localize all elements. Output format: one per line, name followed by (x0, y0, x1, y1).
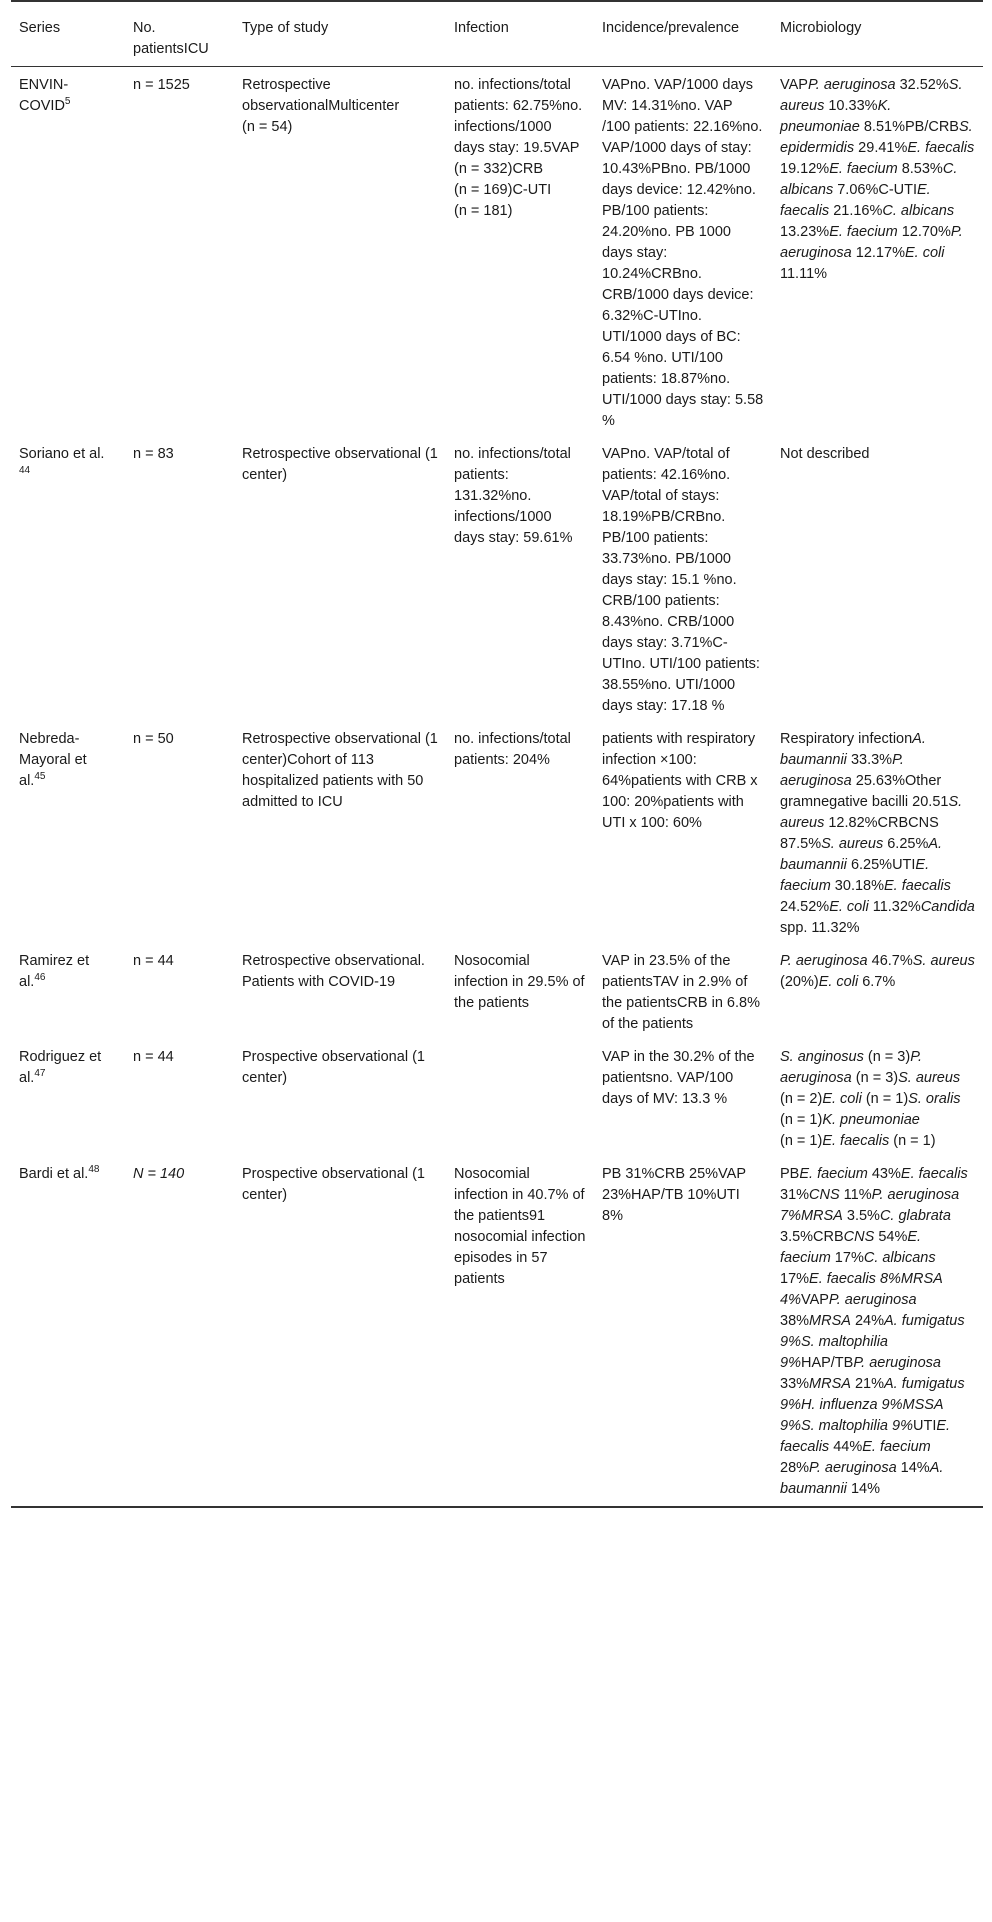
micro-text: 11% (839, 1187, 872, 1203)
organism-name: C. albicans (863, 1250, 936, 1266)
series-reference: 48 (88, 1164, 100, 1176)
micro-text: (n = 3) (851, 1070, 899, 1086)
organism-name: C. glabrata (879, 1208, 951, 1224)
cell-patients: N = 140 (133, 1166, 185, 1182)
organism-name: E. faecium (780, 857, 930, 894)
table-row (11, 945, 983, 1041)
cell-series (11, 67, 125, 439)
cell-incidence: PB 31%CRB 25%VAP 23%HAP/TB 10%UTI 8% (602, 1166, 746, 1224)
organism-name: A. fumigatus 9%S. maltophilia 9% (780, 1313, 965, 1371)
table-row (11, 1158, 983, 1507)
organism-name: E. faecium (780, 1229, 922, 1266)
micro-text: 33.3% (846, 752, 893, 768)
cell-infection (446, 1041, 594, 1158)
organism-name: K. pneumoniae (780, 98, 892, 135)
organism-name: E. coli (829, 899, 869, 915)
organism-name: P. aeruginosa (780, 1049, 923, 1086)
micro-text: VAP (800, 1292, 829, 1308)
studies-table-container (11, 0, 983, 1508)
series-name: Bardi et al. (19, 1166, 89, 1182)
table-row (11, 1041, 983, 1158)
cell-series (11, 945, 125, 1041)
micro-text: 44% (829, 1439, 863, 1455)
organism-name: S. oralis (908, 1091, 961, 1107)
cell-incidence: VAP in 23.5% of the patientsTAV in 2.9% of the patientsCRB in 6.8% of the patients (602, 953, 760, 1032)
organism-name: S. aureus (780, 77, 963, 114)
table-row (11, 67, 983, 439)
header-patients: No. patientsICU (133, 20, 209, 57)
micro-text: PB (780, 1166, 800, 1182)
organism-name: K. pneumoniae (822, 1112, 920, 1128)
header-infection: Infection (454, 20, 509, 36)
micro-text: HAP/TB (800, 1355, 854, 1371)
cell-study-type: Retrospective observational (1 center) (242, 446, 438, 483)
table-body (11, 67, 983, 1508)
organism-name: Candida (920, 899, 975, 915)
organism-name: E. faecalis (900, 1166, 968, 1182)
micro-text: 8.53% (897, 161, 943, 177)
organism-name: P. aeruginosa (807, 77, 896, 93)
cell-study-type: Retrospective observational (1 center)Cohort of 113 hospitalized patients with 50 admitted to ICU (242, 731, 438, 810)
micro-text: 12.70% (897, 224, 951, 240)
cell-infection: no. infections/total patients: 204% (454, 731, 571, 768)
micro-text: 6.25% (883, 836, 929, 852)
micro-text: 54% (874, 1229, 908, 1245)
cell-patients: n = 44 (133, 1049, 174, 1065)
organism-name: A. baumannii (780, 836, 943, 873)
micro-text: 11.32% (868, 899, 921, 915)
header-microbiology: Microbiology (780, 20, 862, 36)
micro-text: 24% (850, 1313, 884, 1329)
series-reference: 5 (64, 96, 71, 108)
cell-patients: n = 83 (133, 446, 174, 462)
cell-incidence: VAP in the 30.2% of the patientsno. VAP/100 days of MV: 13.3 % (602, 1049, 755, 1107)
cell-study-type: Retrospective observational. Patients with COVID-19 (242, 953, 425, 990)
micro-text: 33% (780, 1376, 810, 1392)
organism-name: E. coli (818, 974, 859, 990)
cell-study-type: Prospective observational (1 center) (242, 1166, 425, 1203)
micro-text: Not described (780, 446, 870, 462)
organism-name: P. aeruginosa (809, 1460, 897, 1476)
table-row (11, 723, 983, 945)
organism-name: P. aeruginosa 7%MRSA (780, 1187, 960, 1224)
organism-name: P. aeruginosa (780, 224, 963, 261)
organism-name: S. aureus (821, 836, 884, 852)
series-reference: 46 (34, 972, 46, 984)
micro-text: 7.06%C-UTI (833, 182, 918, 198)
organism-name: S. aureus (912, 953, 975, 969)
micro-text: 17% (830, 1250, 864, 1266)
organism-name: C. albicans (882, 203, 955, 219)
micro-text: 14% (846, 1481, 880, 1497)
micro-text: spp. 11.32% (780, 920, 860, 936)
organism-name: A. fumigatus 9%H. influenza 9%MSSA 9%S. maltophilia 9% (780, 1376, 965, 1434)
cell-incidence: VAPno. VAP/1000 days MV: 14.31%no. VAP /100 patients: 22.16%no. VAP/1000 days of stay: 10.43%PBno. PB/1000 days device: 12.42%no. PB/100 patients: 24.20%no. PB 1000 days stay: 10.24%CRBno. CRB/1000 days device: 6.32%C-UTIno. UTI/1000 days of BC: 6.54 %no. UTI/100 patients: 18.87%no. UTI/1000 days stay: 5.58 % (602, 77, 764, 429)
organism-name: A. baumannii (780, 731, 926, 768)
organism-name: S. epidermidis (780, 119, 973, 156)
micro-text: 11.11% (780, 266, 828, 282)
cell-microbiology (772, 438, 983, 723)
organism-name: E. faecalis (884, 878, 951, 894)
organism-name: S. anginosus (780, 1049, 864, 1065)
micro-text: (n = 1) (861, 1091, 909, 1107)
cell-series (11, 438, 125, 723)
micro-text: 24.52% (780, 899, 830, 915)
cell-series (11, 1158, 125, 1507)
micro-text: 6.25%UTI (846, 857, 916, 873)
series-name: Rodriguez et al. (19, 1049, 102, 1086)
organism-name: E. faecalis (780, 182, 931, 219)
organism-name: P. aeruginosa (780, 953, 868, 969)
micro-text: (n = 3) (863, 1049, 911, 1065)
organism-name: P. aeruginosa (828, 1292, 917, 1308)
micro-text: 12.17% (851, 245, 905, 261)
organism-name: CNS (809, 1187, 840, 1203)
header-incidence: Incidence/prevalence (602, 20, 740, 36)
series-reference: 45 (34, 771, 46, 783)
micro-text: 21.16% (829, 203, 883, 219)
micro-text: 6.7% (858, 974, 896, 990)
micro-text: 12.82%CRBCNS 87.5% (780, 815, 939, 852)
series-name: Soriano et al. (19, 446, 105, 462)
cell-infection: no. infections/total patients: 131.32%no. infections/1000 days stay: 59.61% (454, 446, 573, 546)
cell-microbiology (772, 1158, 983, 1507)
organism-name: E. coli (822, 1091, 862, 1107)
micro-text: (n = 1) (889, 1133, 936, 1149)
cell-infection: Nosocomial infection in 29.5% of the patients (454, 953, 585, 1011)
micro-text: 32.52% (895, 77, 949, 93)
cell-infection: Nosocomial infection in 40.7% of the patients91 nosocomial infection episodes in 57 patients (454, 1166, 586, 1287)
cell-patients: n = 44 (133, 953, 174, 969)
cell-microbiology (772, 723, 983, 945)
organism-name: E. faecalis (822, 1133, 890, 1149)
organism-name: E. faecalis 8%MRSA 4% (780, 1271, 943, 1308)
micro-text: 21% (850, 1376, 884, 1392)
micro-text: 14% (896, 1460, 930, 1476)
header-series: Series (19, 20, 61, 36)
organism-name: P. aeruginosa (780, 752, 904, 789)
micro-text: (n = 1) (780, 1133, 823, 1149)
header-type: Type of study (242, 20, 329, 36)
micro-text: 30.18% (830, 878, 884, 894)
cell-patients: n = 1525 (133, 77, 190, 93)
micro-text: 13.23% (780, 224, 830, 240)
organism-name: P. aeruginosa (853, 1355, 941, 1371)
organism-name: MRSA (809, 1376, 851, 1392)
organism-name: C. albicans (780, 161, 958, 198)
micro-text: 25.63%Other gramnegative bacilli 20.51 (780, 773, 949, 810)
organism-name: MRSA (809, 1313, 851, 1329)
cell-infection: no. infections/total patients: 62.75%no. infections/1000 days stay: 19.5VAP (n = 332)CRB (n = 169)C-UTI (n = 181) (454, 77, 583, 219)
organism-name: E. coli (904, 245, 945, 261)
cell-incidence: patients with respiratory infection ×100: 64%patients with CRB x 100: 20%patients with UTI x 100: 60% (602, 731, 758, 831)
organism-name: CNS (843, 1229, 875, 1245)
cell-incidence: VAPno. VAP/total of patients: 42.16%no. VAP/total of stays: 18.19%PB/CRBno. PB/100 patients: 33.73%no. PB/1000 days stay: 15.1 %no. CRB/100 patients: 8.43%no. CRB/1000 days stay: 3.71%C-UTIno. UTI/100 patients: 38.55%no. UTI/1000 days stay: 17.18 % (602, 446, 760, 714)
cell-patients: n = 50 (133, 731, 174, 747)
series-name: ENVIN-COVID (19, 77, 69, 114)
cell-series (11, 723, 125, 945)
series-name: Ramirez et al. (19, 953, 90, 990)
studies-table (11, 0, 983, 1508)
table-header-row (11, 1, 983, 67)
series-reference: 47 (34, 1068, 46, 1080)
organism-name: E. faecalis (907, 140, 975, 156)
micro-text: (20%) (780, 974, 819, 990)
table-row (11, 438, 983, 723)
organism-name: A. baumannii (780, 1460, 944, 1497)
cell-microbiology (772, 1041, 983, 1158)
micro-text: 28% (780, 1460, 810, 1476)
cell-study-type: Retrospective observationalMulticenter (n = 54) (242, 77, 400, 135)
cell-microbiology (772, 67, 983, 439)
micro-text: UTI (913, 1418, 937, 1434)
micro-text: 29.41% (854, 140, 908, 156)
organism-name: S. aureus (898, 1070, 961, 1086)
organism-name: E. faecalis (780, 1418, 951, 1455)
micro-text: Respiratory infection (780, 731, 913, 747)
cell-series (11, 1041, 125, 1158)
organism-name: E. faecium (799, 1166, 868, 1182)
micro-text: 3.5%CRB (780, 1229, 844, 1245)
micro-text: 46.7% (867, 953, 913, 969)
organism-name: E. faecium (862, 1439, 931, 1455)
cell-study-type: Prospective observational (1 center) (242, 1049, 425, 1086)
series-name: Nebreda-Mayoral et al. (19, 731, 87, 789)
micro-text: (n = 2) (780, 1091, 823, 1107)
micro-text: 10.33% (824, 98, 878, 114)
micro-text: 43% (867, 1166, 901, 1182)
micro-text: VAP (780, 77, 808, 93)
micro-text: (n = 1) (780, 1112, 823, 1128)
series-reference: 44 (19, 465, 31, 477)
micro-text: 8.51%PB/CRB (859, 119, 959, 135)
micro-text: 31% (780, 1187, 810, 1203)
micro-text: 3.5% (842, 1208, 880, 1224)
micro-text: 17% (780, 1271, 810, 1287)
organism-name: E. faecium (829, 161, 898, 177)
micro-text: 38% (780, 1313, 810, 1329)
organism-name: E. faecium (829, 224, 898, 240)
cell-microbiology (772, 945, 983, 1041)
micro-text: 19.12% (780, 161, 830, 177)
organism-name: S. aureus (780, 794, 963, 831)
